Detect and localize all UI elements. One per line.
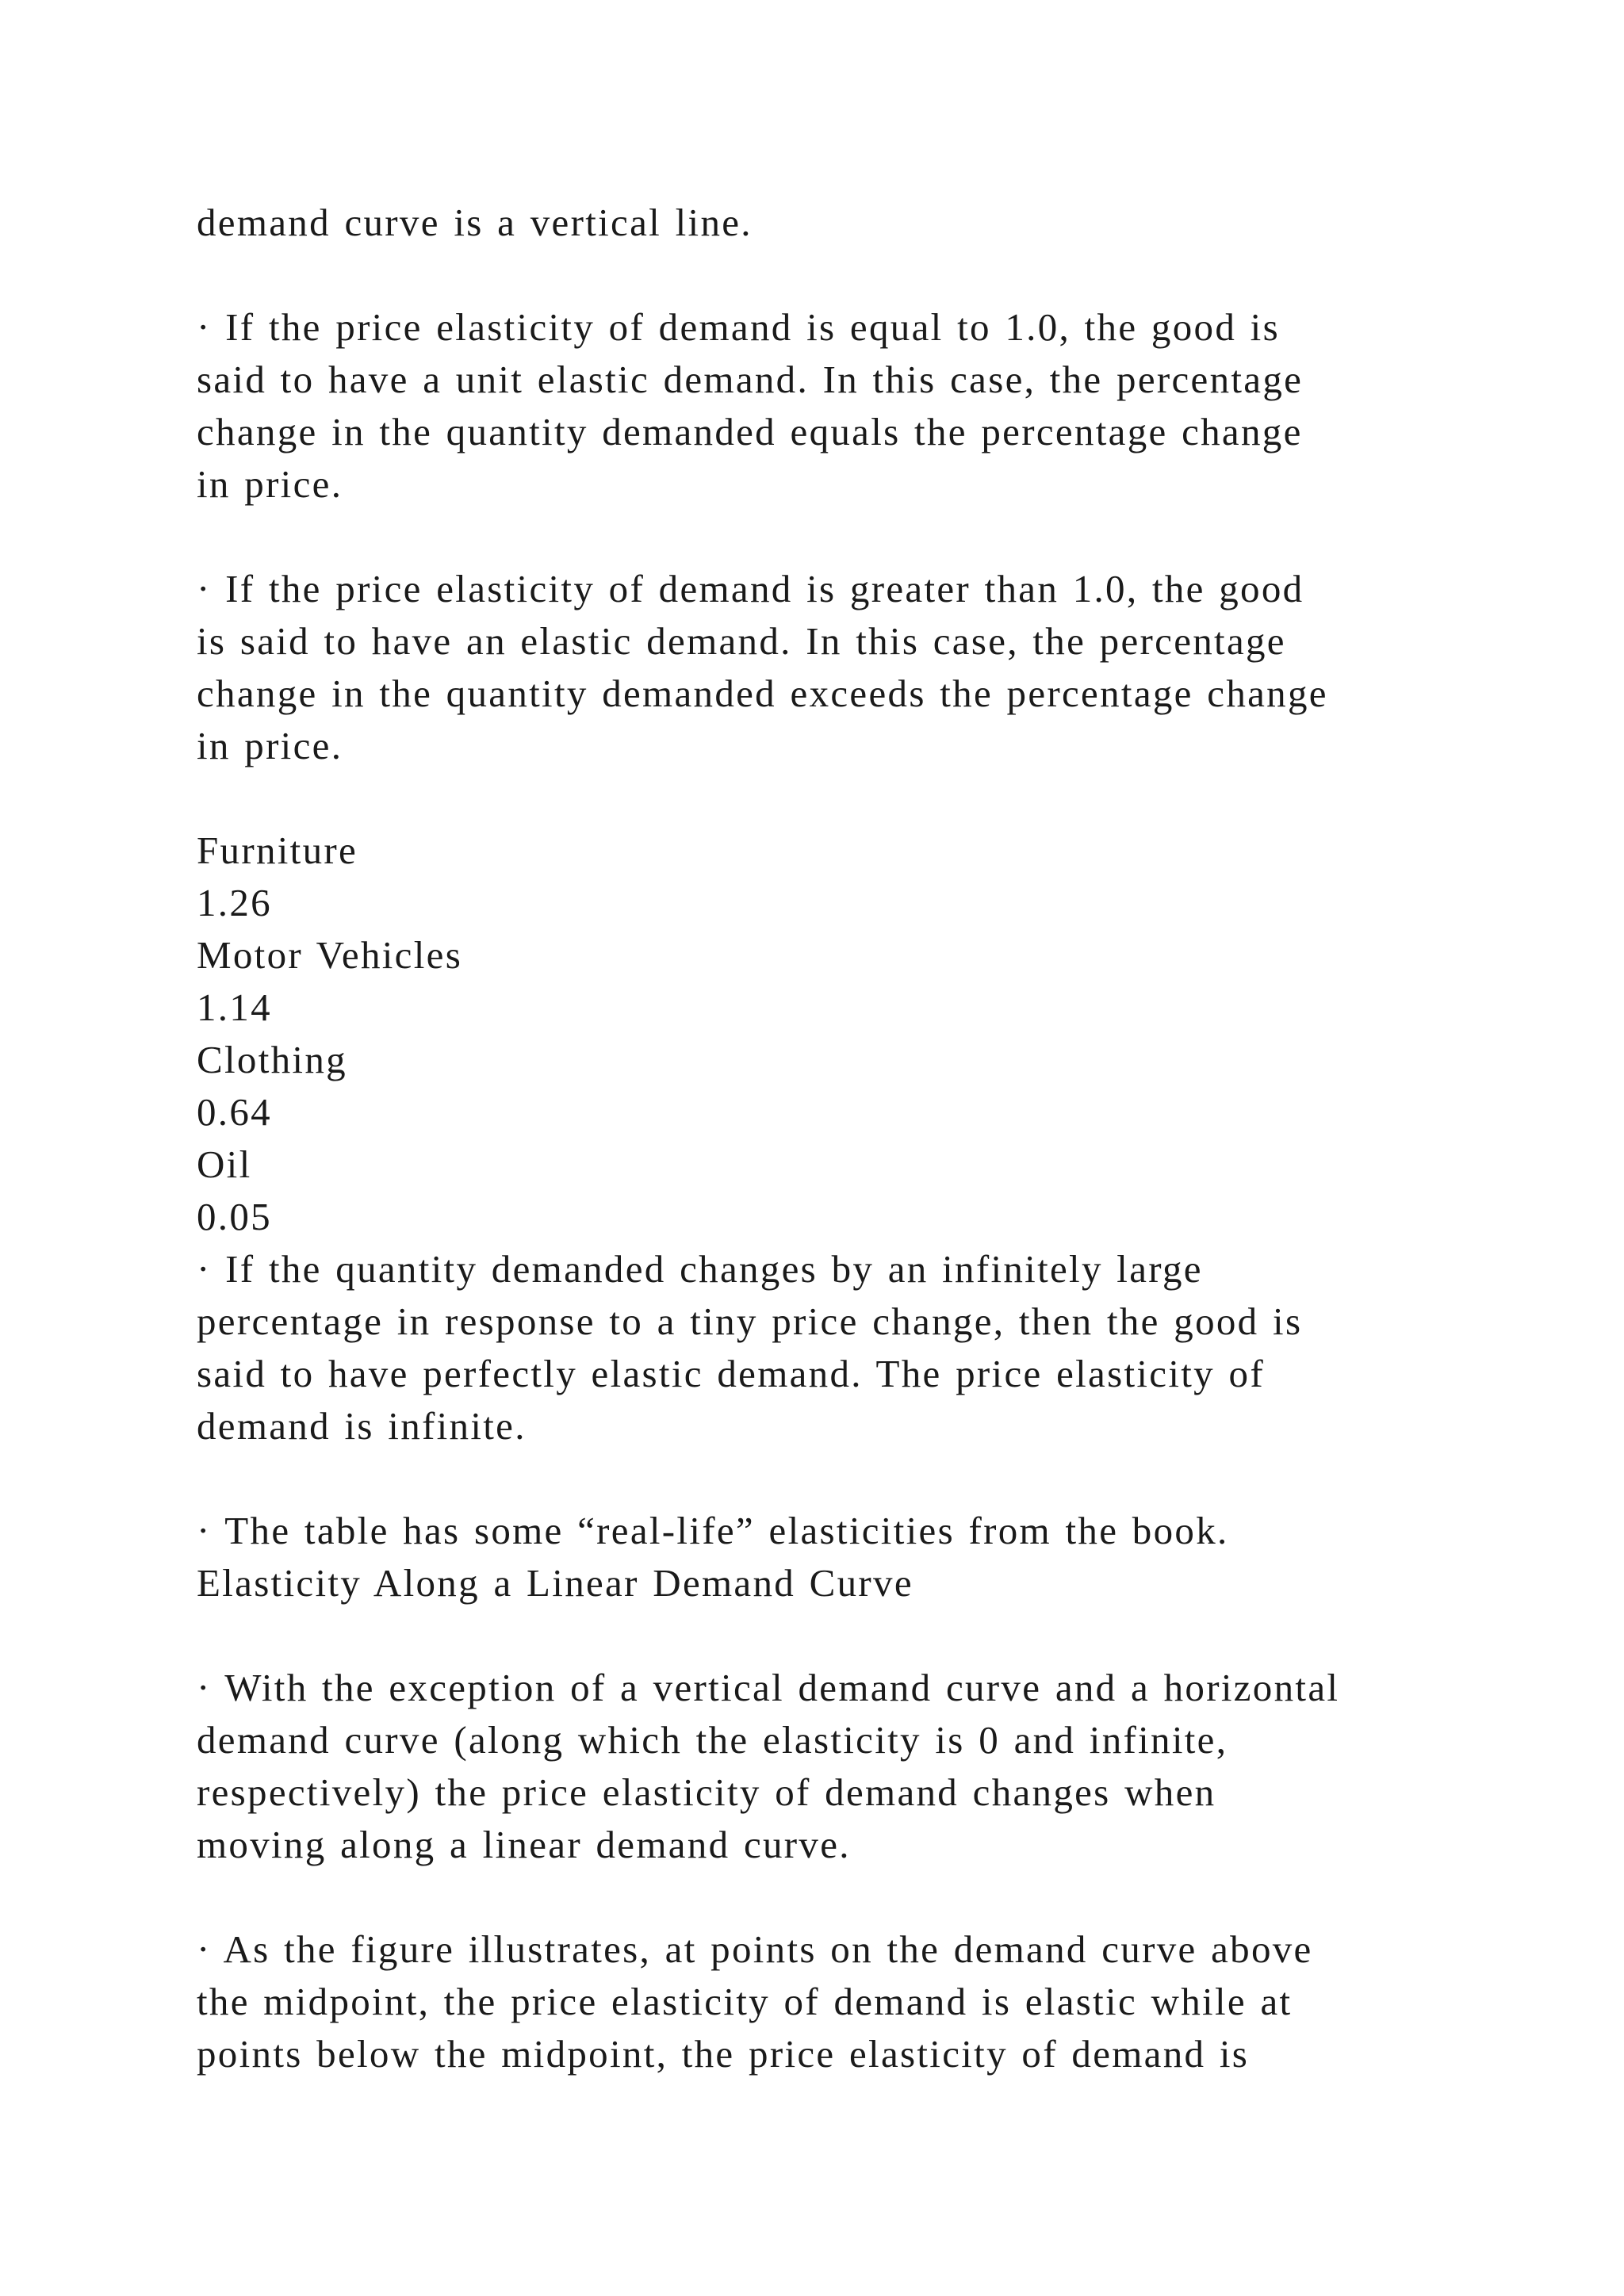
- blank-line: [197, 1609, 1465, 1662]
- text-line: · With the exception of a vertical demand curve and a horizontal: [197, 1666, 1340, 1709]
- text-line: change in the quantity demanded exceeds the percentage change: [197, 672, 1328, 715]
- blank-line: [197, 249, 1465, 301]
- table-label-motor-vehicles: Motor Vehicles: [197, 933, 463, 977]
- text-line: percentage in response to a tiny price change, then the good is: [197, 1299, 1303, 1343]
- text-line: · If the price elasticity of demand is greater than 1.0, the good: [197, 567, 1304, 610]
- text-line: said to have perfectly elastic demand. The price elasticity of: [197, 1352, 1265, 1395]
- text-line: in price.: [197, 462, 343, 506]
- table-value-furniture: 1.26: [197, 881, 272, 924]
- text-line: points below the midpoint, the price elasticity of demand is: [197, 2032, 1250, 2076]
- text-line: demand is infinite.: [197, 1404, 527, 1448]
- text-line: demand curve (along which the elasticity is 0 and infinite,: [197, 1718, 1228, 1762]
- text-line: the midpoint, the price elasticity of demand is elastic while at: [197, 1980, 1293, 2023]
- text-line: change in the quantity demanded equals the percentage change: [197, 410, 1303, 453]
- blank-line: [197, 772, 1465, 825]
- text-line: moving along a linear demand curve.: [197, 1823, 851, 1866]
- section-heading: Elasticity Along a Linear Demand Curve: [197, 1561, 914, 1605]
- text-line: · The table has some “real-life” elasticities from the book.: [197, 1509, 1229, 1552]
- document-page: [197, 197, 1465, 2080]
- text-line: in price.: [197, 724, 343, 767]
- table-value-clothing: 0.64: [197, 1090, 272, 1134]
- table-label-clothing: Clothing: [197, 1038, 347, 1081]
- blank-line: [197, 511, 1465, 563]
- table-value-oil: 0.05: [197, 1195, 272, 1238]
- table-label-oil: Oil: [197, 1142, 252, 1186]
- text-line: respectively) the price elasticity of demand changes when: [197, 1770, 1216, 1814]
- text-line: said to have a unit elastic demand. In this case, the percentage: [197, 358, 1304, 401]
- blank-line: [197, 1871, 1465, 1923]
- text-line: · As the figure illustrates, at points on the demand curve above: [197, 1927, 1313, 1971]
- text-line: is said to have an elastic demand. In this case, the percentage: [197, 619, 1286, 663]
- table-value-motor-vehicles: 1.14: [197, 985, 272, 1029]
- text-line: · If the price elasticity of demand is equal to 1.0, the good is: [197, 305, 1280, 349]
- text-line: demand curve is a vertical line.: [197, 201, 753, 244]
- blank-line: [197, 1452, 1465, 1505]
- text-line: · If the quantity demanded changes by an infinitely large: [197, 1247, 1203, 1291]
- table-label-furniture: Furniture: [197, 828, 358, 872]
